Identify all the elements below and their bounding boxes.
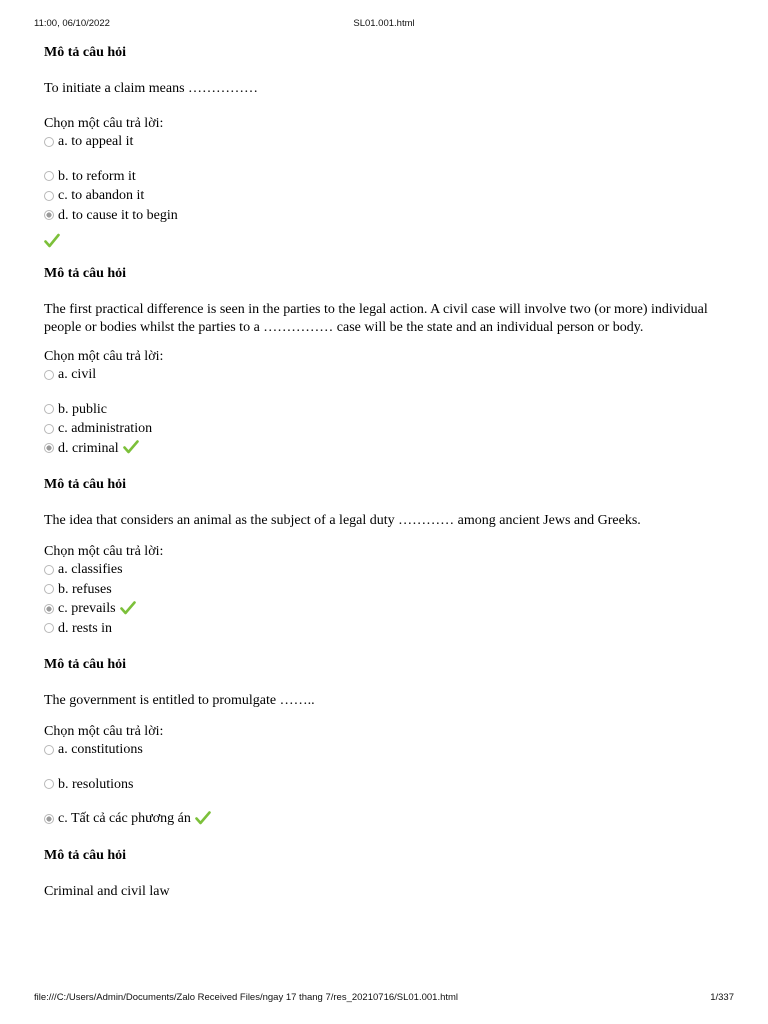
radio-button[interactable] — [44, 370, 54, 380]
question-title: Mô tả câu hỏi — [44, 657, 127, 672]
radio-button-selected[interactable] — [44, 443, 54, 453]
answer-option-label: b. refuses — [58, 581, 112, 597]
correct-check-icon — [44, 233, 734, 255]
radio-button[interactable] — [44, 171, 54, 181]
radio-button[interactable] — [44, 779, 54, 789]
answer-option-label: c. to abandon it — [58, 188, 145, 203]
radio-button-selected[interactable] — [44, 210, 54, 220]
answer-option[interactable] — [44, 619, 734, 639]
radio-button[interactable] — [44, 137, 54, 147]
answer-prompt: Chọn một câu trả lời: — [44, 349, 164, 364]
answer-option-label: d. criminal — [58, 440, 119, 456]
print-footer — [0, 992, 768, 1006]
answer-option-label: c. prevails — [58, 601, 116, 616]
answer-option[interactable] — [44, 419, 734, 439]
answer-option[interactable] — [44, 365, 734, 385]
question-text: The first practical difference is seen in the parties to the legal action. A civil case will involve two (or more) individual people or bodies whilst the parties to a …………… case will be the state and an individual person or body. — [44, 302, 708, 335]
print-doc-title: SL01.001.html — [353, 18, 415, 29]
print-datetime: 11:00, 06/10/2022 — [34, 18, 110, 29]
print-page-number: 1/337 — [710, 992, 734, 1003]
answer-option[interactable] — [44, 775, 734, 795]
answer-option-selected[interactable] — [44, 599, 734, 619]
answer-option[interactable] — [44, 186, 734, 206]
correct-check-icon — [120, 601, 136, 615]
radio-button[interactable] — [44, 584, 54, 594]
question-title: Mô tả câu hỏi — [44, 45, 127, 60]
question-title: Mô tả câu hỏi — [44, 477, 127, 492]
answer-option-label: c. administration — [58, 421, 153, 436]
radio-button[interactable] — [44, 424, 54, 434]
question-title: Mô tả câu hỏi — [44, 847, 127, 863]
question-block — [44, 44, 734, 255]
correct-check-icon — [195, 811, 211, 825]
radio-button[interactable] — [44, 404, 54, 414]
answer-option[interactable] — [44, 132, 734, 152]
question-block — [44, 656, 734, 847]
question-text: Criminal and civil law — [44, 883, 170, 899]
radio-button[interactable] — [44, 565, 54, 575]
answer-option[interactable] — [44, 740, 734, 760]
answer-option[interactable] — [44, 560, 734, 580]
answer-option-label: b. to reform it — [58, 168, 136, 184]
answer-option-selected[interactable] — [44, 439, 734, 459]
quiz-content — [44, 44, 734, 912]
question-block — [44, 476, 734, 656]
answer-option[interactable] — [44, 580, 734, 600]
answer-option-label: b. resolutions — [58, 776, 134, 792]
answer-option[interactable] — [44, 400, 734, 420]
radio-button-selected[interactable] — [44, 814, 54, 824]
answer-prompt: Chọn một câu trả lời: — [44, 724, 164, 739]
answer-option-label: b. public — [58, 401, 107, 417]
question-text: To initiate a claim means …………… — [44, 81, 259, 96]
radio-button-selected[interactable] — [44, 604, 54, 614]
question-text: The idea that considers an animal as the subject of a legal duty ………… among ancient Jews and Greeks. — [44, 513, 641, 528]
answer-option-label: a. to appeal it — [58, 134, 134, 149]
answer-option-selected[interactable] — [44, 206, 734, 226]
answer-option[interactable] — [44, 167, 734, 187]
answer-option-label: a. constitutions — [58, 742, 143, 757]
answer-option-label: d. rests in — [58, 620, 113, 636]
question-block — [44, 265, 734, 476]
answer-prompt: Chọn một câu trả lời: — [44, 544, 164, 559]
correct-check-icon — [123, 440, 139, 454]
answer-option-label: c. Tất cả các phương án — [58, 811, 191, 826]
print-file-path: file:///C:/Users/Admin/Documents/Zalo Received Files/ngay 17 thang 7/res_20210716/SL01.001.html — [34, 992, 459, 1003]
question-title: Mô tả câu hỏi — [44, 266, 127, 281]
answer-prompt: Chọn một câu trả lời: — [44, 116, 164, 131]
question-text: The government is entitled to promulgate …….. — [44, 693, 315, 708]
question-block — [44, 847, 734, 901]
answer-option-label: d. to cause it to begin — [58, 207, 178, 223]
print-header — [0, 18, 768, 32]
radio-button[interactable] — [44, 623, 54, 633]
radio-button[interactable] — [44, 191, 54, 201]
answer-option-selected[interactable] — [44, 809, 734, 829]
radio-button[interactable] — [44, 745, 54, 755]
answer-option-label: a. civil — [58, 367, 97, 382]
answer-option-label: a. classifies — [58, 562, 123, 577]
